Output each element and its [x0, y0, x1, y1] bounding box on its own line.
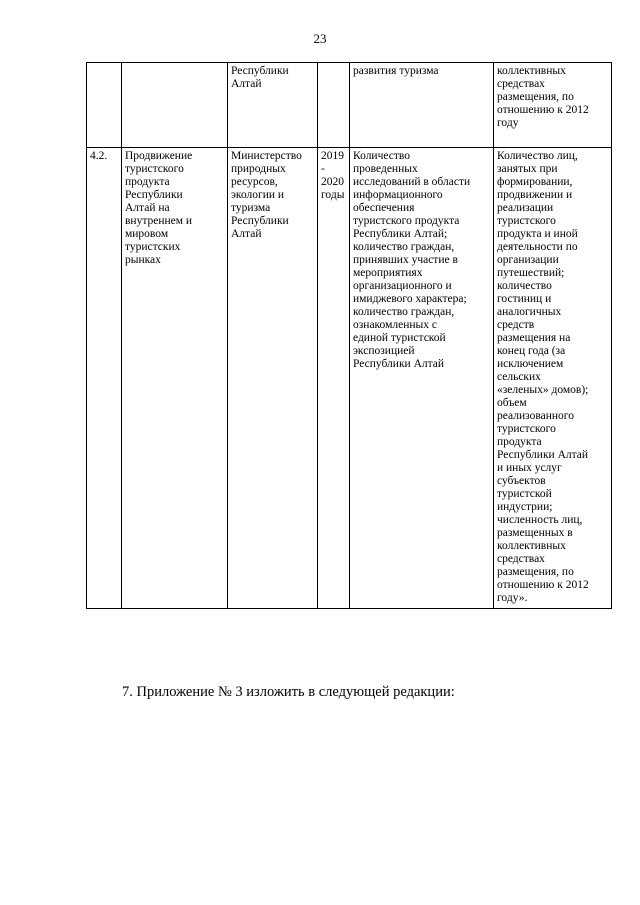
- cell-line: количество граждан,: [353, 306, 455, 318]
- cell-line: 2020: [321, 176, 344, 188]
- cell-line: принявших участие в: [353, 254, 458, 266]
- cell-line: Алтай: [231, 78, 262, 90]
- cell-line: году».: [497, 592, 528, 604]
- cell-line: Республики Алтай: [353, 358, 445, 370]
- cell-line: туристского: [125, 163, 184, 175]
- cell-line: объем: [497, 397, 527, 409]
- page-number: 23: [313, 31, 327, 46]
- cell-line: сельских: [497, 371, 541, 383]
- cell-line: коллективных: [497, 540, 566, 552]
- cell-name: [122, 148, 228, 609]
- cell-line: формировании,: [497, 176, 573, 188]
- program-table: [86, 62, 612, 609]
- cell-line: туристской: [497, 488, 552, 500]
- cell-line: внутреннем и: [125, 215, 193, 227]
- cell-line: размещенных в: [497, 527, 573, 539]
- cell-line: конец года (за: [497, 345, 566, 357]
- cell-line: средствах: [497, 78, 545, 90]
- cell-line: исследований в области: [353, 176, 471, 188]
- cell-line: гостиниц и: [497, 293, 552, 305]
- cell-line: Республики: [231, 215, 289, 227]
- cell-line: организационного и: [353, 280, 452, 292]
- cell-line: экологии и: [231, 189, 285, 201]
- cell-line: мероприятиях: [353, 267, 423, 279]
- cell-line: Республики: [125, 189, 183, 201]
- cell-line: имиджевого характера;: [353, 293, 467, 305]
- cell-line: аналогичных: [497, 306, 562, 318]
- cell-line: Министерство: [231, 150, 302, 162]
- cell-line: развития туризма: [353, 65, 439, 77]
- cell-period: [318, 148, 350, 609]
- cell-line: мировом: [125, 228, 169, 240]
- cell-number: [87, 63, 122, 148]
- cell-line: Республики Алтай: [497, 449, 589, 461]
- cell-line: обеспечения: [353, 202, 415, 214]
- cell-line: Алтай: [231, 228, 262, 240]
- cell-line: ресурсов,: [231, 176, 278, 188]
- cell-line: -: [321, 163, 325, 175]
- cell-line: численность лиц,: [497, 514, 583, 526]
- cell-line: туристского: [497, 423, 556, 435]
- cell-line: реализованного: [497, 410, 574, 422]
- cell-line: размещения на: [497, 332, 571, 344]
- cell-line: 2019: [321, 150, 344, 162]
- cell-line: размещения, по: [497, 566, 574, 578]
- cell-line: реализации: [497, 202, 554, 214]
- cell-period: [318, 63, 350, 148]
- cell-executor: [228, 148, 318, 609]
- cell-line: деятельности по: [497, 241, 578, 253]
- cell-line: продукта и иной: [497, 228, 578, 240]
- cell-line: туристских: [125, 241, 181, 253]
- cell-line: продукта: [125, 176, 170, 188]
- cell-line: коллективных: [497, 65, 566, 77]
- cell-indicator: [350, 148, 494, 609]
- cell-line: субъектов: [497, 475, 546, 487]
- cell-line: единой туристской: [353, 332, 446, 344]
- cell-line: количество граждан,: [353, 241, 455, 253]
- cell-line: туристского продукта: [353, 215, 460, 227]
- cell-line: «зеленых» домов);: [497, 384, 589, 396]
- cell-line: и иных услуг: [497, 462, 562, 474]
- cell-result: [494, 63, 612, 148]
- cell-executor: [228, 63, 318, 148]
- cell-line: Количество лиц,: [497, 150, 578, 162]
- cell-line: Продвижение: [125, 150, 193, 162]
- cell-line: отношению к 2012: [497, 104, 589, 116]
- cell-number: 4.2.: [87, 148, 122, 609]
- cell-line: Республики Алтай;: [353, 228, 448, 240]
- cell-line: исключением: [497, 358, 564, 370]
- cell-line: Алтай на: [125, 202, 170, 214]
- cell-line: индустрии;: [497, 501, 553, 513]
- cell-line: информационного: [353, 189, 443, 201]
- cell-line: путешествий;: [497, 267, 565, 279]
- table-row-4-2: [87, 148, 612, 609]
- cell-line: количество: [497, 280, 552, 292]
- cell-line: рынках: [125, 254, 161, 266]
- cell-line: продукта: [497, 436, 542, 448]
- cell-line: средств: [497, 319, 535, 331]
- cell-line: Республики: [231, 65, 289, 77]
- cell-line: занятых при: [497, 163, 558, 175]
- cell-line: годы: [321, 189, 345, 201]
- cell-name: [122, 63, 228, 148]
- table-row-continuation: [87, 63, 612, 148]
- cell-line: размещения, по: [497, 91, 574, 103]
- cell-line: продвижении и: [497, 189, 573, 201]
- cell-line: отношению к 2012: [497, 579, 589, 591]
- cell-line: туристского: [497, 215, 556, 227]
- cell-line: проведенных: [353, 163, 418, 175]
- cell-line: организации: [497, 254, 559, 266]
- cell-line: природных: [231, 163, 286, 175]
- cell-line: средствах: [497, 553, 545, 565]
- cell-indicator: [350, 63, 494, 148]
- cell-result: [494, 148, 612, 609]
- cell-line: Количество: [353, 150, 410, 162]
- cell-line: туризма: [231, 202, 271, 214]
- footer-instruction: 7. Приложение № 3 изложить в следующей редакции:: [122, 684, 455, 700]
- cell-line: ознакомленных с: [353, 319, 437, 331]
- cell-line: экспозицией: [353, 345, 415, 357]
- cell-line: году: [497, 117, 519, 129]
